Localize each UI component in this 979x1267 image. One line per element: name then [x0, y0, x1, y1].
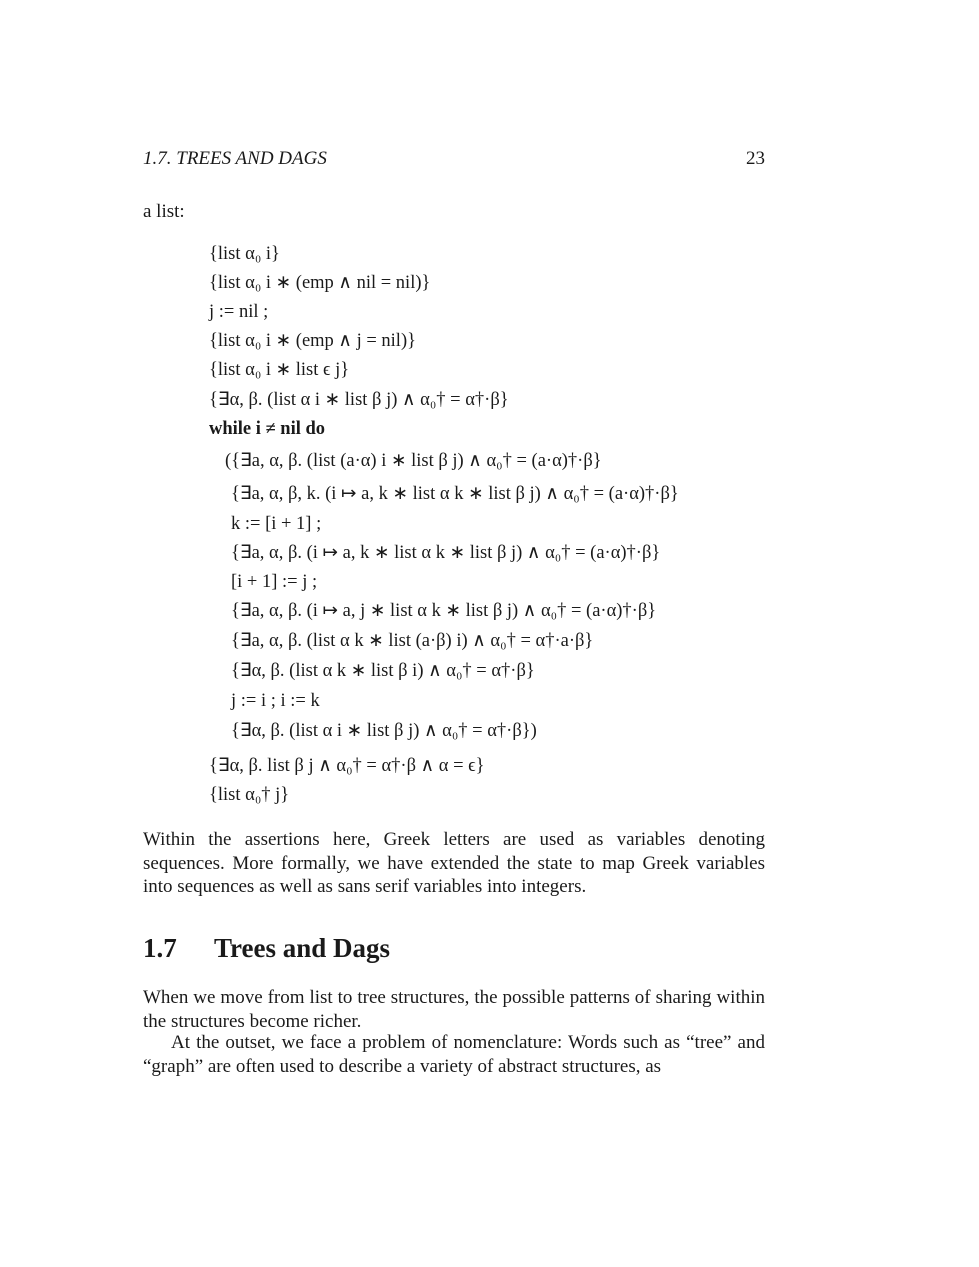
code-line: {list α₀ i}: [209, 244, 280, 264]
code-line: {∃α, β. (list α k ∗ list β i) ∧ α₀† = α†·β}: [231, 661, 535, 681]
code-line: {list α₀† j}: [209, 785, 290, 805]
section-heading: [143, 933, 390, 964]
section-number: 1.7: [143, 933, 177, 963]
code-line: {∃a, α, β. (list α k ∗ list (a·β) i) ∧ α₀† = α†·a·β}: [231, 631, 594, 651]
code-line-while: while i ≠ nil do: [209, 419, 326, 439]
code-line: {∃a, α, β. (i ↦ a, k ∗ list α k ∗ list β j) ∧ α₀† = (a·α)†·β}: [231, 543, 661, 563]
code-line: j := nil ;: [209, 302, 269, 322]
code-line: {list α₀ i ∗ (emp ∧ j = nil)}: [209, 331, 416, 351]
code-line: {∃α, β. list β j ∧ α₀† = α†·β ∧ α = ϵ}: [209, 756, 485, 776]
code-line: {∃a, α, β. (i ↦ a, j ∗ list α k ∗ list β j) ∧ α₀† = (a·α)†·β}: [231, 601, 657, 621]
running-head-title: 1.7. TREES AND DAGS: [143, 148, 327, 169]
code-line: {list α₀ i ∗ (emp ∧ nil = nil)}: [209, 273, 431, 293]
paragraph: At the outset, we face a problem of nomenclature: Words such as “tree” and “graph” are often used to describe a variety of abstract structures, as: [143, 1032, 765, 1077]
code-line: k := [i + 1] ;: [231, 514, 322, 534]
page-number: 23: [746, 148, 765, 169]
paragraph: When we move from list to tree structures, the possible patterns of sharing within the structures become richer.: [143, 987, 765, 1032]
code-line: {∃α, β. (list α i ∗ list β j) ∧ α₀† = α†·β}): [231, 721, 537, 741]
code-line: {list α₀ i ∗ list ϵ j}: [209, 360, 350, 380]
code-line: j := i ; i := k: [231, 691, 320, 711]
code-line: {∃a, α, β, k. (i ↦ a, k ∗ list α k ∗ list β j) ∧ α₀† = (a·α)†·β}: [231, 484, 679, 504]
lead-text: a list:: [143, 201, 185, 222]
section-title: Trees and Dags: [214, 933, 391, 963]
code-line: {∃α, β. (list α i ∗ list β j) ∧ α₀† = α†·β}: [209, 390, 509, 410]
code-line: [i + 1] := j ;: [231, 572, 318, 592]
paragraph: Within the assertions here, Greek letters are used as variables denoting sequences. More formally, we have extended the state to map Greek variables into sequences as well as sans serif variables into integers.: [143, 829, 765, 897]
code-line: ({∃a, α, β. (list (a·α) i ∗ list β j) ∧ α₀† = (a·α)†·β}: [225, 451, 602, 471]
